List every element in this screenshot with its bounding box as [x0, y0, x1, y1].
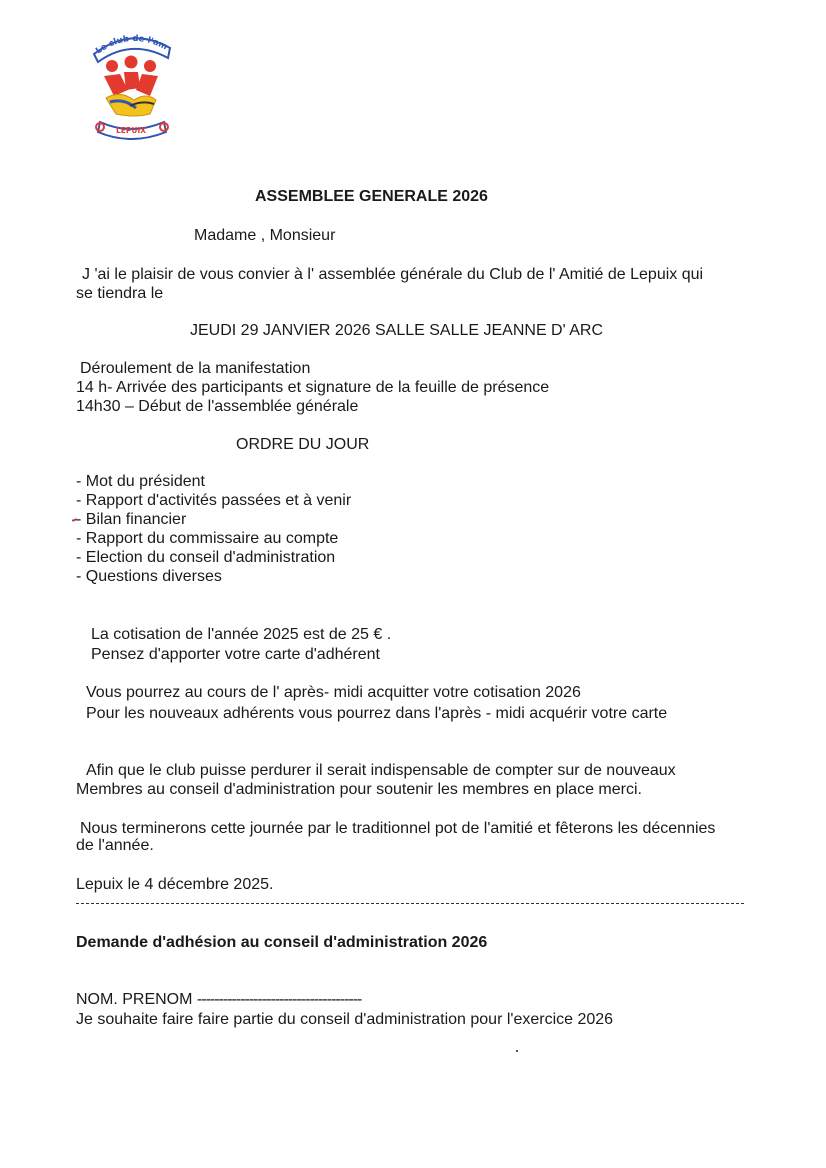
appeal-line-1: Afin que le club puisse perdurer il serait indispensable de compter sur de nouveaux — [86, 762, 676, 779]
club-logo — [90, 28, 172, 140]
logo-bottom-text: LEPUIX — [115, 126, 147, 135]
agenda-item: - Election du conseil d'administration — [76, 549, 336, 566]
logo-top-text: Le club de l'am — [94, 33, 169, 57]
letter-title: ASSEMBLEE GENERALE 2026 — [255, 188, 488, 205]
name-field[interactable] — [76, 990, 361, 1009]
scan-speck — [516, 1050, 518, 1052]
agenda-title: ORDRE DU JOUR — [236, 436, 370, 453]
cut-line — [76, 903, 744, 904]
event-date: JEUDI 29 JANVIER 2026 SALLE SALLE JEANNE D' ARC — [190, 322, 604, 339]
agenda-item: - Rapport d'activités passées et à venir — [76, 492, 352, 509]
agenda-item: - Bilan financier — [76, 511, 187, 528]
schedule-item: 14 h- Arrivée des participants et signature de la feuille de présence — [76, 379, 550, 396]
intro-line-2: se tiendra le — [76, 285, 164, 302]
form-title: Demande d'adhésion au conseil d'administration 2026 — [76, 934, 488, 951]
appeal-line-2: Membres au conseil d'administration pour soutenir les membres en place merci. — [76, 781, 642, 798]
agenda-item: - Questions diverses — [76, 568, 222, 585]
name-line: -------------------------------------- — [196, 991, 362, 1008]
place-date: Lepuix le 4 décembre 2025. — [76, 876, 274, 893]
intro-line-1: J 'ai le plaisir de vous convier à l' assemblée générale du Club de l' Amitié de Lepuix qui — [82, 266, 704, 283]
agenda-item: - Rapport du commissaire au compte — [76, 530, 339, 547]
closing-line-2: de l'année. — [76, 837, 154, 854]
schedule-heading: Déroulement de la manifestation — [80, 360, 311, 377]
agenda-item: - Mot du président — [76, 473, 205, 490]
cotisation-line-1: La cotisation de l'année 2025 est de 25 € . — [91, 626, 392, 643]
payment-line-2: Pour les nouveaux adhérents vous pourrez dans l'après - midi acquérir votre carte — [86, 705, 668, 722]
club-logo-graphic — [90, 28, 172, 140]
cotisation-line-2: Pensez d'apporter votre carte d'adhérent — [91, 646, 380, 663]
membership-statement: Je souhaite faire faire partie du conseil d'administration pour l'exercice 2026 — [76, 1011, 614, 1028]
payment-line-1: Vous pourrez au cours de l' après- midi acquitter votre cotisation 2026 — [86, 684, 581, 701]
schedule-item: 14h30 – Début de l'assemblée générale — [76, 398, 359, 415]
salutation: Madame , Monsieur — [194, 227, 336, 244]
closing-line-1: Nous terminerons cette journée par le traditionnel pot de l'amitié et fêterons les décennies — [80, 820, 716, 837]
name-label: NOM. PRENOM — [76, 991, 193, 1008]
